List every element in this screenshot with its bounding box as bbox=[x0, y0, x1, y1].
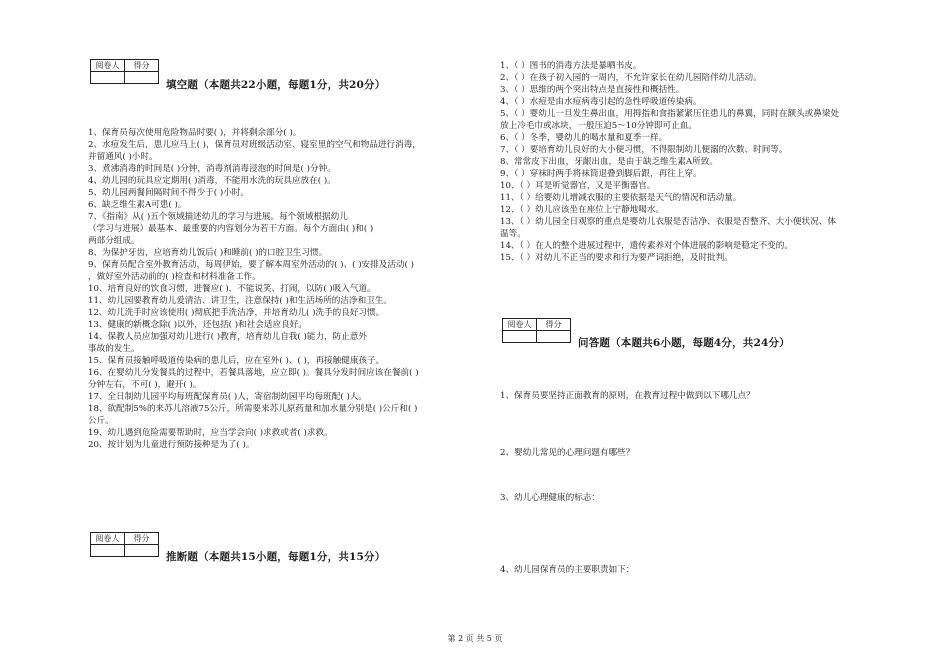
fill-question-line: 13、健康的新概念除( )以外，还包括( )和社会适应良好。 bbox=[88, 320, 307, 330]
reviewer-label: 阅卷人 bbox=[91, 533, 125, 545]
fill-question-line: 两部分组成。 bbox=[88, 236, 140, 246]
judge-question-list bbox=[500, 60, 905, 264]
fill-question-line: 20、按计划为儿童进行预防接种是为了( )。 bbox=[88, 440, 255, 450]
fill-question-line: 7、《指南》从( )五个领域描述幼儿的学习与进展。每个领域根据幼儿 bbox=[88, 212, 348, 222]
judge-question-line: 3、（ ）思维的两个突出特点是直接性和概括性。 bbox=[500, 85, 685, 95]
fill-question-line: 10、培育良好的饮食习惯，进餐应( )，不能说笑、打闹，以防( )吸入气道。 bbox=[88, 284, 376, 294]
judge-question-line: 放上冷毛巾或冰块，一般压迫5～10分钟即可止血。 bbox=[500, 121, 697, 131]
fill-question-list bbox=[88, 127, 483, 451]
fill-question-line: 12、幼儿洗手时应该使用( )彻底把手洗洁净，并培育幼儿( )洗手的良好习惯。 bbox=[88, 308, 385, 318]
fill-question-line: 11、幼儿园要教育幼儿爱清洁、讲卫生，注意保持( )和生活场所的洁净和卫生。 bbox=[88, 296, 392, 306]
fill-question-line: 8、为保护牙齿，应培育幼儿饭后( )和睡前( )的口腔卫生习惯。 bbox=[88, 248, 328, 258]
fill-question-line: 6、缺乏维生素A可患( )。 bbox=[88, 200, 187, 210]
fill-question-line: 公斤。 bbox=[88, 416, 114, 426]
score-cell[interactable] bbox=[125, 72, 159, 84]
judge-question-line: 7、（ ）要培育幼儿良好的大小便习惯，不得限制幼儿便溺的次数、时间等。 bbox=[500, 145, 788, 155]
score-box-judge bbox=[90, 532, 159, 557]
reviewer-label: 阅卷人 bbox=[503, 319, 537, 331]
judge-question-line: 1、（ ）图书的消毒方法是暴晒书皮。 bbox=[500, 61, 642, 71]
reviewer-cell[interactable] bbox=[503, 331, 537, 343]
reviewer-cell[interactable] bbox=[91, 72, 125, 84]
judge-question-line: 温等。 bbox=[500, 229, 526, 239]
judge-question-line: 2、（ ）在孩子初入园的一周内，不允许家长在幼儿园陪伴幼儿活动。 bbox=[500, 73, 762, 83]
reviewer-cell[interactable] bbox=[91, 545, 125, 557]
qa-question-4: 4、幼儿园保育员的主要职责如下： bbox=[500, 565, 635, 575]
fill-question-line: 1、保育员每次使用危险物品时要( )，并将剩余部分( )。 bbox=[88, 128, 302, 138]
fill-question-line: 18、欲配制5%的来苏儿溶液75公斤，所需要来苏儿原药量和加水量分别是( )公斤和( ) bbox=[88, 404, 418, 414]
fill-question-line: 2、水痘发生后，患儿应马上( )，保育员对班级活动室、寝室里的空气和物品进行消毒， bbox=[88, 140, 421, 150]
fill-question-line: 事故的发生。 bbox=[88, 344, 140, 354]
fill-question-line: 并留通风( )小时。 bbox=[88, 152, 158, 162]
judge-question-line: 4、（ ）水痘是由水痘病毒引起的急性呼吸道传染病。 bbox=[500, 97, 702, 107]
score-box-fill bbox=[90, 59, 159, 84]
fill-question-line: 15、保育员接触呼吸道传染病的患儿后，应在室外( )、( )，再接触健康孩子。 bbox=[88, 356, 385, 366]
fill-question-line: （学习与进展）最基本、最重要的内容划分为若干方面。每个方面由( )和( ) bbox=[88, 224, 374, 234]
fill-question-line: 5、幼儿园两餐间隔时间不得少于( )小时。 bbox=[88, 188, 249, 198]
judge-question-line: 13、（ ）幼儿园全日观察的重点是婴幼儿衣服是否洁净、衣服是否整齐、大小便状况、体 bbox=[500, 217, 836, 227]
fill-question-line: 分钟左右，不可( )，避开( )。 bbox=[88, 380, 202, 390]
reviewer-label: 阅卷人 bbox=[91, 60, 125, 72]
score-label: 得分 bbox=[125, 60, 159, 72]
score-box-qa bbox=[502, 318, 571, 343]
fill-question-line: ，做好室外活动前的( )检查和材料准备工作。 bbox=[88, 272, 261, 282]
fill-question-line: 3、煮沸消毒的时间是( )分钟，消毒剂消毒浸泡的时间是( )分钟。 bbox=[88, 164, 336, 174]
judge-question-line: 10、（ ）耳是听觉器官，又是平衡器官。 bbox=[500, 181, 656, 191]
judge-question-line: 14、（ ）在人的整个进展过程中，遗传素养对个体进展的影响是稳定不变的。 bbox=[500, 241, 793, 251]
score-cell[interactable] bbox=[537, 331, 571, 343]
fill-question-line: 4、幼儿园的玩具应定期用( )消毒，不能用水洗的玩具应放在( )。 bbox=[88, 176, 336, 186]
judge-question-line: 11、（ ）给婴幼儿增减衣服的主要依据是天气的情况和活动量。 bbox=[500, 193, 742, 203]
fill-section-title: 填空题（本题共22小题，每题1分，共20分） bbox=[166, 79, 386, 91]
qa-question-1: 1、保育员要坚持正面教育的原则，在教育过程中做到以下哪几点？ bbox=[500, 391, 755, 401]
qa-question-3: 3、幼儿心理健康的标志： bbox=[500, 493, 600, 503]
score-label: 得分 bbox=[125, 533, 159, 545]
judge-question-line: 5、（ ）婴幼儿一旦发生鼻出血，用拇指和食指紧紧压住患儿的鼻翼，同时在额头或鼻梁处 bbox=[500, 109, 840, 119]
judge-question-line: 15、（ ）对幼儿不正当的要求和行为要严词拒绝，及时批判。 bbox=[500, 253, 733, 263]
fill-question-line: 16、在婴幼儿分发餐具的过程中，若餐具落地，应立即( )。餐具分发时间应该在餐前( ) bbox=[88, 368, 419, 378]
fill-question-line: 9、保育员配合室外教育活动，每周伊始，要了解本周室外活动的( )、( )安排及活动( ) bbox=[88, 260, 414, 270]
judge-question-line: 6、（ ）冬季，婴幼儿的喝水量和夏季一样。 bbox=[500, 133, 668, 143]
fill-question-line: 19、幼儿遇到危险需要帮助时，应当学会向( )求救或者( )求救。 bbox=[88, 428, 333, 438]
judge-question-line: 9、（ ）穿袜时两手将袜筒退叠到脚后跟，再往上穿。 bbox=[500, 169, 702, 179]
qa-section-title: 问答题（本题共6小题，每题4分，共24分） bbox=[578, 337, 790, 349]
judge-question-line: 12、（ ）幼儿应该坐在座位上宁静地喝水。 bbox=[500, 205, 665, 215]
judge-question-line: 8、常常皮下出血，牙龈出血，是由于缺乏维生素A所致。 bbox=[500, 157, 718, 167]
score-cell[interactable] bbox=[125, 545, 159, 557]
fill-question-line: 14、保教人员应加强对幼儿进行( )教育，培育幼儿自我( )能力，防止意外 bbox=[88, 332, 368, 342]
judge-section-title: 推断题（本题共15小题，每题1分，共15分） bbox=[166, 551, 386, 563]
score-label: 得分 bbox=[537, 319, 571, 331]
fill-question-line: 17、全日制幼儿园平均每班配保育员( )人，寄宿制幼园平均每班配( )人。 bbox=[88, 392, 368, 402]
page-footer: 第 2 页 共 5 页 bbox=[447, 634, 503, 643]
qa-question-2: 2、婴幼儿常见的心理问题有哪些？ bbox=[500, 448, 635, 458]
